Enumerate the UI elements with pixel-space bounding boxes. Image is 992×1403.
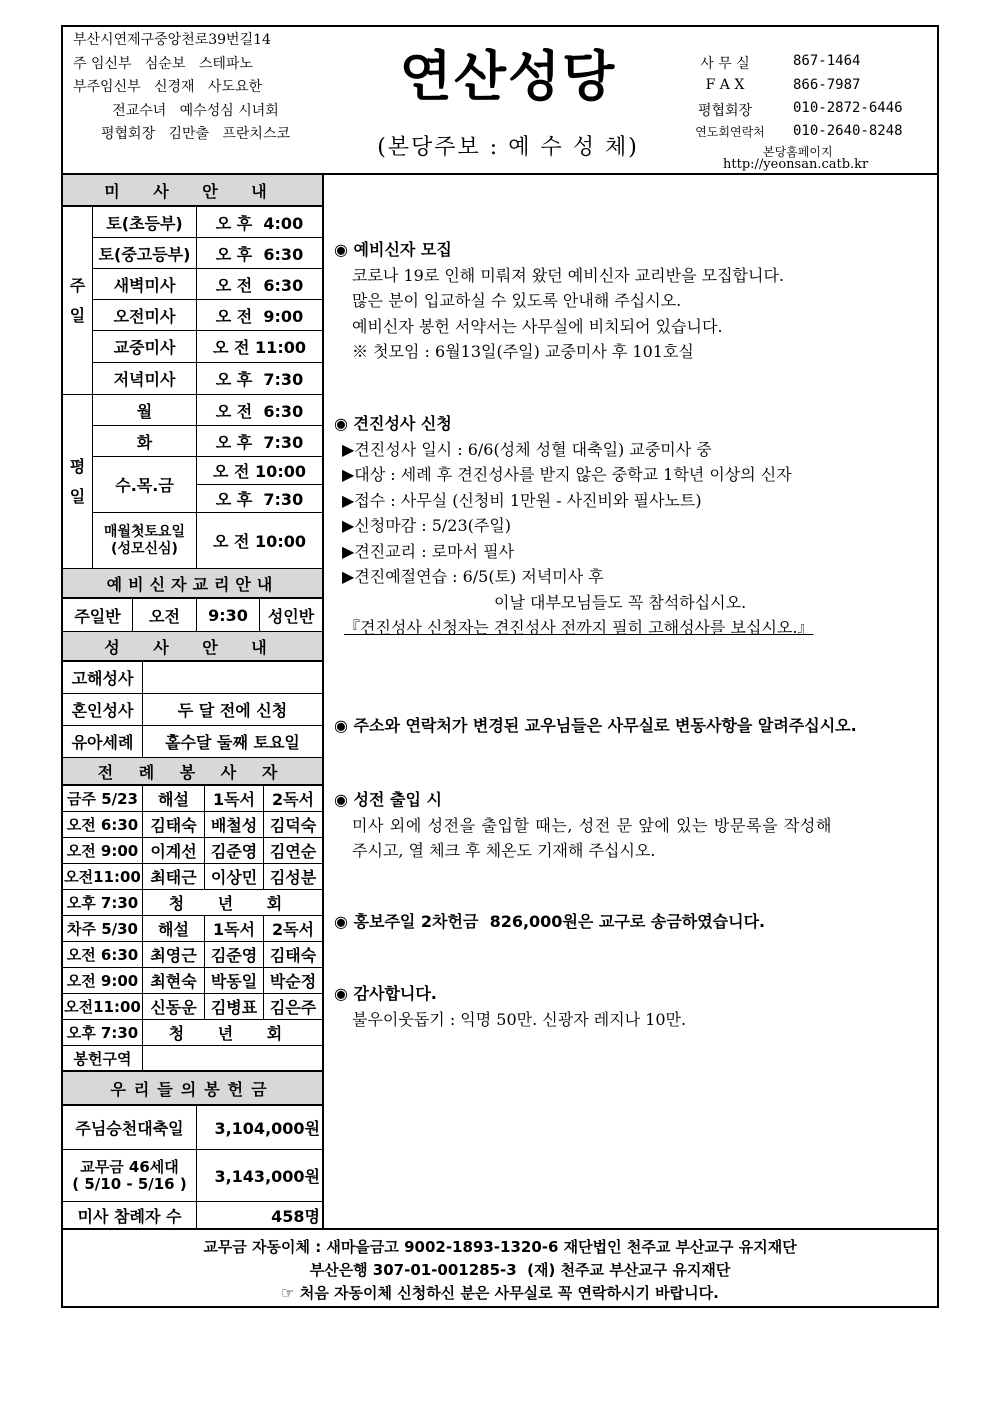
page-subtitle: (본당주보 : 예 수 성 체) bbox=[377, 135, 639, 160]
announcement-title: ◉ 견진성사 신청 bbox=[334, 414, 452, 433]
parish-staff-block bbox=[73, 29, 323, 147]
mass-sunday-time: 오 후 6:30 bbox=[197, 238, 322, 269]
mass-weekday-mon: 월 bbox=[93, 395, 197, 426]
offerings-heading: 우리들의봉헌금 bbox=[63, 1072, 322, 1106]
announcement-title: ◉ 감사합니다. bbox=[334, 984, 437, 1003]
ministry-person: 최태근 bbox=[143, 864, 205, 890]
mass-weekday-time: 오 후 7:30 bbox=[197, 485, 322, 513]
ministry-col-commentary: 해설 bbox=[143, 786, 205, 812]
ministry-person: 이계선 bbox=[143, 838, 205, 864]
weekday-label bbox=[63, 395, 93, 569]
page-title: 연산성당 bbox=[399, 45, 617, 108]
mass-sunday-time: 오 전 6:30 bbox=[197, 269, 322, 300]
ministry-col-reading1: 1독서 bbox=[205, 916, 264, 942]
dues-label-main: 교무금 46세대 bbox=[80, 1157, 179, 1176]
ministry-person: 김태숙 bbox=[143, 812, 205, 838]
ministry-person: 신동운 bbox=[143, 994, 205, 1020]
sacrament-heading: 성 사 안 내 bbox=[63, 632, 322, 662]
baptism-value: 홀수달 둘째 토요일 bbox=[143, 726, 322, 758]
baptism-label: 유아세례 bbox=[63, 726, 143, 758]
ministry-week-label: 금주 5/23 bbox=[63, 786, 143, 812]
catechumen-heading: 예비신자교리안내 bbox=[63, 569, 322, 599]
contact-label: 사 무 실 bbox=[700, 56, 750, 72]
dues-label-period: ( 5/10 - 5/16 ) bbox=[72, 1174, 187, 1193]
contact-value: 866-7987 bbox=[793, 77, 861, 93]
announcement-line: 미사 외에 성전을 출입할 때는, 성전 문 앞에 있는 방문록을 작성해 bbox=[352, 815, 833, 835]
first-saturday-label: 매월첫토요일 bbox=[103, 523, 186, 540]
ministry-person: 김성분 bbox=[264, 864, 322, 890]
ministry-time: 오전11:00 bbox=[63, 864, 143, 890]
ministry-week-label: 차주 5/30 bbox=[63, 916, 143, 942]
ministry-person: 김은주 bbox=[264, 994, 322, 1020]
staff-sisters: 전교수녀 예수성심 시녀회 bbox=[112, 102, 279, 119]
mass-sunday-name: 토(초등부) bbox=[93, 207, 197, 238]
mass-sunday-time: 오 후 4:00 bbox=[197, 207, 322, 238]
ministry-person: 최영근 bbox=[143, 942, 205, 968]
weekday-label-text: 평일 bbox=[69, 456, 86, 506]
announcement-line: ▶접수 : 사무실 (신청비 1만원 - 사진비와 필사노트) bbox=[342, 490, 702, 510]
ministry-col-reading2: 2독서 bbox=[264, 916, 322, 942]
announcements-column bbox=[326, 175, 937, 1228]
staff-assistant: 부주임신부 신경재 사도요한 bbox=[73, 79, 262, 95]
announcement-line: ▶신청마감 : 5/23(주일) bbox=[342, 516, 512, 535]
mass-sunday-name: 교중미사 bbox=[93, 331, 197, 363]
bulletin-header bbox=[63, 27, 937, 175]
attendance-value: 458명 bbox=[271, 1206, 320, 1226]
mass-weekday-time: 오 후 7:30 bbox=[197, 426, 322, 457]
ministry-time: 오후 7:30 bbox=[63, 1020, 143, 1046]
confession-value bbox=[143, 662, 322, 694]
ministry-person: 배철성 bbox=[205, 812, 264, 838]
staff-pastor: 주 임신부 심순보 스테파노 bbox=[73, 55, 253, 72]
ministry-person: 김연순 bbox=[264, 838, 322, 864]
ministry-person: 김준영 bbox=[205, 942, 264, 968]
ministry-heading: 전 례 봉 사 자 bbox=[63, 758, 322, 786]
announcement-church-entry bbox=[334, 787, 832, 864]
mass-sunday-name: 저녁미사 bbox=[93, 363, 197, 395]
ministry-person: 박동일 bbox=[205, 968, 264, 994]
confirmation-note: 『견진성사 신청자는 견진성사 전까지 필히 고해성사를 보십시오.』 bbox=[344, 618, 814, 637]
announcement-catechumen bbox=[334, 237, 784, 365]
sunday-label-text: 주일 bbox=[69, 275, 86, 325]
mass-weekday-time: 오 전 10:00 bbox=[197, 513, 322, 569]
auto-transfer-account-2: 부산은행 307-01-001285-3 (재) 천주교 부산교구 유지재단 bbox=[309, 1261, 731, 1279]
announcement-address-change bbox=[334, 713, 857, 739]
dues-label bbox=[63, 1150, 197, 1202]
ministry-time: 오전 6:30 bbox=[63, 812, 143, 838]
mass-sunday-name: 새벽미사 bbox=[93, 269, 197, 300]
bulletin-footer bbox=[63, 1228, 937, 1308]
announcement-line: 이날 대부모님들도 꼭 참석하십시오. bbox=[494, 592, 747, 612]
announcement-thanks bbox=[334, 981, 686, 1032]
announcement-line: 예비신자 봉헌 서약서는 사무실에 비치되어 있습니다. bbox=[352, 316, 723, 336]
catechumen-period: 오전 bbox=[133, 599, 197, 632]
announcement-line: 불우이웃돕기 : 익명 50만. 신광자 레지나 10만. bbox=[352, 1009, 687, 1029]
ministry-person: 최현숙 bbox=[143, 968, 205, 994]
contact-label: 연도회연락처 bbox=[695, 125, 765, 139]
announcement-line: ▶견진교리 : 로마서 필사 bbox=[342, 541, 515, 561]
contact-value: 010-2872-6446 bbox=[793, 100, 903, 116]
ministry-person: 김덕숙 bbox=[264, 812, 322, 838]
bulletin-frame bbox=[61, 25, 939, 1308]
ministry-time: 오전 9:00 bbox=[63, 838, 143, 864]
announcement-confirmation bbox=[334, 411, 813, 641]
dues-value: 3,143,000원 bbox=[197, 1150, 322, 1202]
mass-weekday-tue: 화 bbox=[93, 426, 197, 457]
contact-value: 867-1464 bbox=[793, 53, 861, 69]
attendance-label: 미사 참례자 수 bbox=[63, 1202, 197, 1228]
mass-sunday-name: 토(중고등부) bbox=[93, 238, 197, 269]
announcement-line: 많은 분이 입교하실 수 있도록 안내해 주십시오. bbox=[352, 291, 682, 310]
announcement-title: ◉ 성전 출입 시 bbox=[334, 790, 442, 809]
ministry-time: 오전 9:00 bbox=[63, 968, 143, 994]
mass-sunday-time: 오 후 7:30 bbox=[197, 363, 322, 395]
marriage-label: 혼인성사 bbox=[63, 694, 143, 726]
ministry-youth: 청 년 회 bbox=[143, 890, 322, 916]
announcement-line: 주시고, 열 체크 후 체온도 기재해 주십시오. bbox=[352, 841, 656, 860]
announcement-title: ◉ 예비신자 모집 bbox=[334, 240, 452, 259]
ministry-person: 김준영 bbox=[205, 838, 264, 864]
announcement-title: ◉ 홍보주일 2차헌금 826,000원은 교구로 송금하였습니다. bbox=[334, 912, 766, 931]
catechumen-class: 주일반 bbox=[63, 599, 133, 632]
catechumen-room: 성인반 bbox=[260, 599, 322, 632]
contact-value: 010-2640-8248 bbox=[793, 123, 903, 139]
ministry-time: 오후 7:30 bbox=[63, 890, 143, 916]
homepage-link[interactable]: http://yeonsan.catb.kr bbox=[723, 157, 869, 172]
first-saturday-sub: (성모신심) bbox=[111, 540, 178, 557]
ministry-person: 박순정 bbox=[264, 968, 322, 994]
contact-label: 평협회장 bbox=[697, 103, 753, 119]
announcement-line: ▶대상 : 세례 후 견진성사를 받지 않은 중학교 1학년 이상의 신자 bbox=[342, 465, 792, 484]
offering-area-value bbox=[143, 1046, 322, 1072]
marriage-value: 두 달 전에 신청 bbox=[143, 694, 322, 726]
mass-guide-heading: 미 사 안 내 bbox=[63, 175, 322, 207]
sunday-label bbox=[63, 207, 93, 395]
parish-address: 부산시연제구중앙천로39번길14 bbox=[73, 32, 271, 48]
homepage-label: 본당홈페이지 bbox=[763, 145, 833, 159]
mass-weekday-time: 오 전 10:00 bbox=[197, 457, 322, 485]
ministry-time: 오전11:00 bbox=[63, 994, 143, 1020]
ministry-youth: 청 년 회 bbox=[143, 1020, 322, 1046]
announcement-line: ※ 첫모임 : 6월13일(주일) 교중미사 후 101호실 bbox=[352, 342, 694, 361]
offering-area-label: 봉헌구역 bbox=[63, 1046, 143, 1072]
ministry-time: 오전 6:30 bbox=[63, 942, 143, 968]
ascension-label: 주님승천대축일 bbox=[63, 1106, 197, 1150]
auto-transfer-account-1: 교무금 자동이체 : 새마을금고 9002-1893-1320-6 재단법인 천주교 부산교구 유지재단 bbox=[203, 1238, 797, 1256]
staff-council-president: 평협회장 김만출 프란치스코 bbox=[101, 126, 290, 142]
announcement-line: 코로나 19로 인해 미뤄져 왔던 예비신자 교리반을 모집합니다. bbox=[352, 265, 784, 285]
ascension-value: 3,104,000원 bbox=[197, 1106, 322, 1150]
mass-sunday-name: 오전미사 bbox=[93, 300, 197, 331]
contact-label: F A X bbox=[705, 77, 745, 93]
mass-sunday-time: 오 전 9:00 bbox=[197, 300, 322, 331]
ministry-person: 김태숙 bbox=[264, 942, 322, 968]
ministry-col-reading1: 1독서 bbox=[205, 786, 264, 812]
ministry-col-reading2: 2독서 bbox=[264, 786, 322, 812]
announcement-line: ▶견진예절연습 : 6/5(토) 저녁미사 후 bbox=[342, 567, 604, 586]
mass-sunday-time: 오 전 11:00 bbox=[197, 331, 322, 363]
ministry-col-commentary: 해설 bbox=[143, 916, 205, 942]
announcement-line: ▶견진성사 일시 : 6/6(성체 성혈 대축일) 교중미사 중 bbox=[342, 439, 712, 459]
mass-first-saturday bbox=[93, 513, 197, 569]
mass-weekday-wtf: 수.목.금 bbox=[93, 457, 197, 513]
ministry-person: 이상민 bbox=[205, 864, 264, 890]
announcement-title: ◉ 주소와 연락처가 변경된 교우님들은 사무실로 변동사항을 알려주십시오. bbox=[334, 716, 857, 735]
ministry-person: 김병표 bbox=[205, 994, 264, 1020]
confession-label: 고해성사 bbox=[63, 662, 143, 694]
left-info-column bbox=[63, 175, 324, 1228]
catechumen-time: 9:30 bbox=[197, 599, 260, 632]
mass-weekday-time: 오 전 6:30 bbox=[197, 395, 322, 426]
announcement-promotion-offering bbox=[334, 909, 765, 935]
auto-transfer-notice: ☞ 처음 자동이체 신청하신 분은 사무실로 꼭 연락하시기 바랍니다. bbox=[281, 1284, 719, 1302]
